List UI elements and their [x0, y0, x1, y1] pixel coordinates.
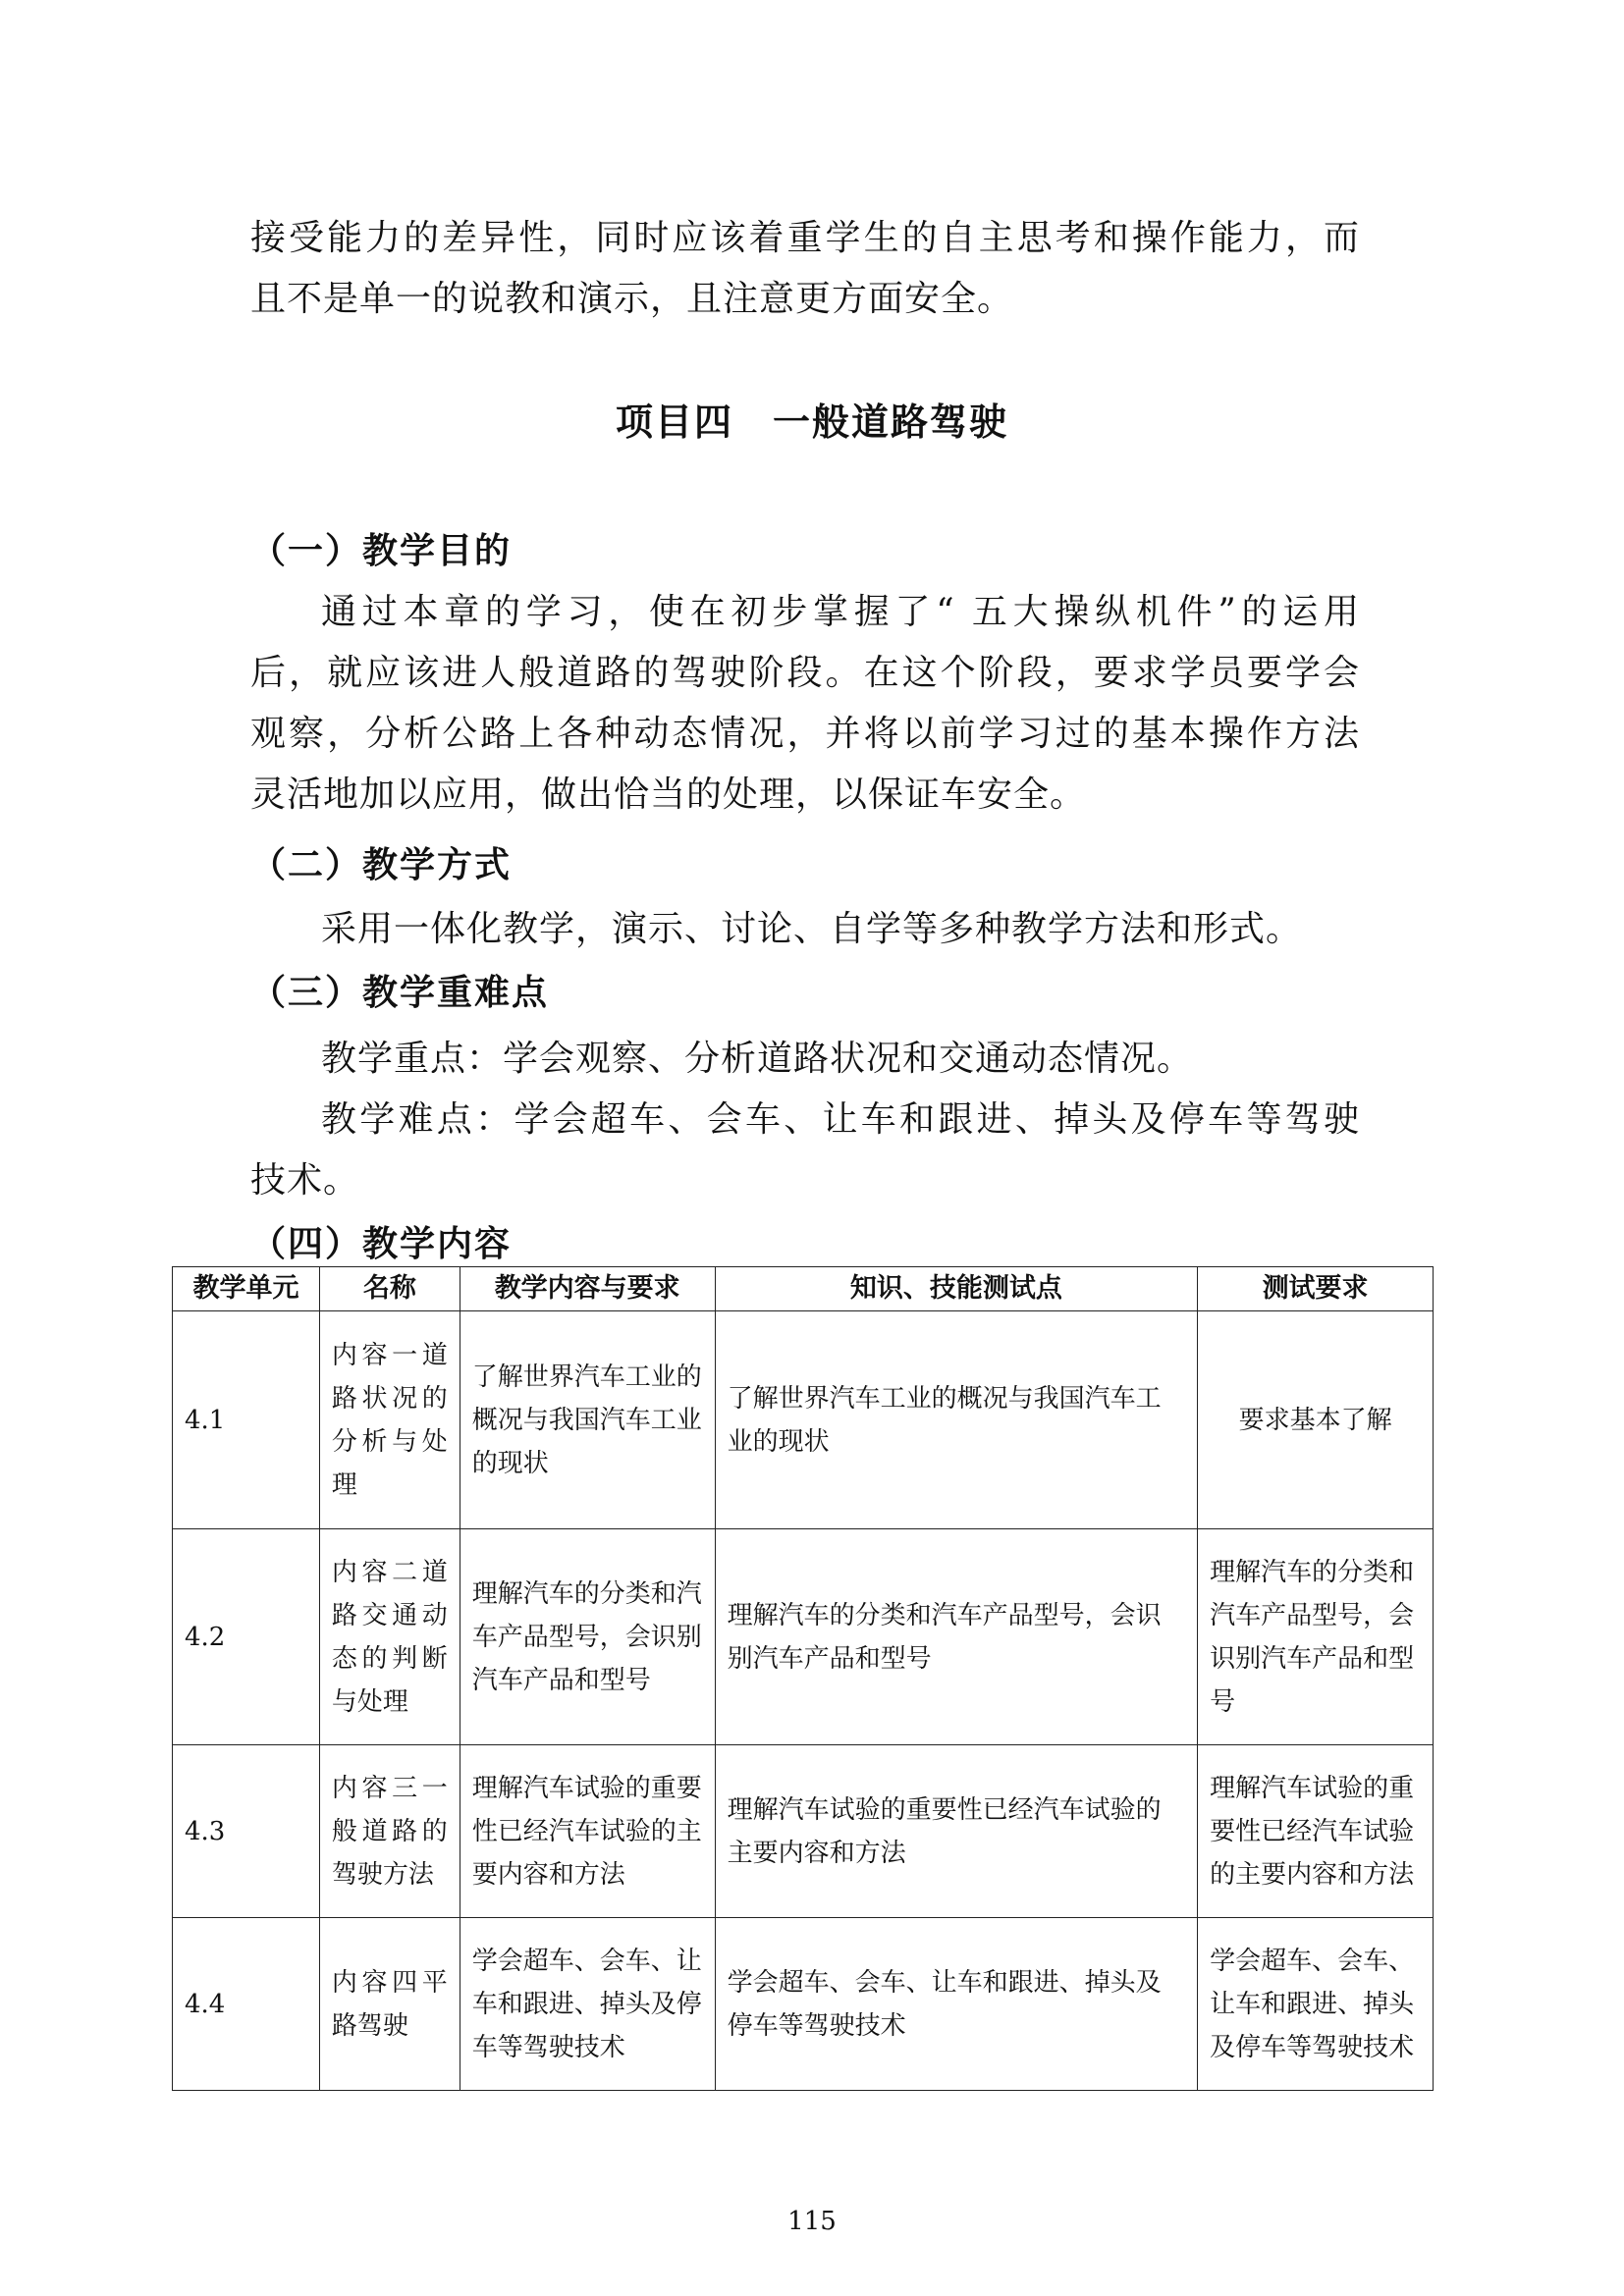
cell-test-points: 学会超车、会车、让车和跟进、掉头及停车等驾驶技术: [715, 1918, 1198, 2091]
cell-test-points: 理解汽车的分类和汽车产品型号，会识别汽车产品和型号: [715, 1529, 1198, 1745]
cell-requirement: 理解汽车试验的重要性已经汽车试验的主要内容和方法: [1198, 1745, 1434, 1918]
cell-test-points: 了解世界汽车工业的概况与我国汽车工业的现状: [715, 1311, 1198, 1529]
cell-content: 理解汽车试验的重要性已经汽车试验的主要内容和方法: [460, 1745, 715, 1918]
key-point-text: 教学重点：学会观察、分析道路状况和交通动态情况。: [321, 1039, 1194, 1079]
cell-name: 内容一道路状况的分析与处理: [319, 1311, 460, 1529]
table-row: [173, 1918, 1434, 2091]
cell-name: 内容四平路驾驶: [319, 1918, 460, 2091]
header-requirement: 测试要求: [1198, 1267, 1434, 1311]
cell-unit: 4.1: [173, 1311, 320, 1529]
cell-test-points: 理解汽车试验的重要性已经汽车试验的主要内容和方法: [715, 1745, 1198, 1918]
header-name: 名称: [319, 1267, 460, 1311]
cell-name: 内容二道路交通动态的判断与处理: [319, 1529, 460, 1745]
cell-content: 了解世界汽车工业的概况与我国汽车工业的现状: [460, 1311, 715, 1529]
objective-line-3: 观察，分析公路上各种动态情况，并将以前学习过的基本操作方法: [250, 714, 1360, 754]
table-row: [173, 1745, 1434, 1918]
section-heading-objective: （一）教学目的: [250, 531, 513, 571]
difficult-point-line-1: 教学难点：学会超车、会车、让车和跟进、掉头及停车等驾驶: [321, 1099, 1360, 1140]
table-row: [173, 1311, 1434, 1529]
objective-line-4: 灵活地加以应用，做出恰当的处理，以保证车安全。: [250, 774, 1087, 815]
cell-unit: 4.4: [173, 1918, 320, 2091]
teaching-content-table: [172, 1266, 1434, 2091]
method-text: 采用一体化教学，演示、讨论、自学等多种教学方法和形式。: [321, 909, 1303, 949]
project-title: 项目四 一般道路驾驶: [615, 400, 1008, 444]
section-heading-method: （二）教学方式: [250, 845, 513, 885]
cell-requirement: 学会超车、会车、让车和跟进、掉头及停车等驾驶技术: [1198, 1918, 1434, 2091]
page-number: 115: [787, 2207, 837, 2236]
header-test-points: 知识、技能测试点: [715, 1267, 1198, 1311]
objective-line-2: 后，就应该进人般道路的驾驶阶段。在这个阶段，要求学员要学会: [250, 653, 1360, 693]
cell-unit: 4.2: [173, 1529, 320, 1745]
cell-requirement: 要求基本了解: [1198, 1311, 1434, 1529]
cell-name: 内容三一般道路的驾驶方法: [319, 1745, 460, 1918]
header-content: 教学内容与要求: [460, 1267, 715, 1311]
intro-line-1: 接受能力的差异性，同时应该着重学生的自主思考和操作能力，而: [250, 218, 1360, 258]
header-unit: 教学单元: [173, 1267, 320, 1311]
objective-line-1: 通过本章的学习，使在初步掌握了“ 五大操纵机件”的运用: [321, 592, 1360, 632]
cell-requirement: 理解汽车的分类和汽车产品型号，会识别汽车产品和型号: [1198, 1529, 1434, 1745]
table-row: [173, 1529, 1434, 1745]
intro-line-2: 且不是单一的说教和演示，且注意更方面安全。: [250, 279, 1014, 319]
cell-unit: 4.3: [173, 1745, 320, 1918]
difficult-point-line-2: 技术。: [250, 1160, 360, 1201]
cell-content: 学会超车、会车、让车和跟进、掉头及停车等驾驶技术: [460, 1918, 715, 2091]
table-header-row: [173, 1267, 1434, 1311]
cell-content: 理解汽车的分类和汽车产品型号，会识别汽车产品和型号: [460, 1529, 715, 1745]
section-heading-key-points: （三）教学重难点: [250, 973, 550, 1013]
section-heading-content: （四）教学内容: [250, 1224, 513, 1264]
